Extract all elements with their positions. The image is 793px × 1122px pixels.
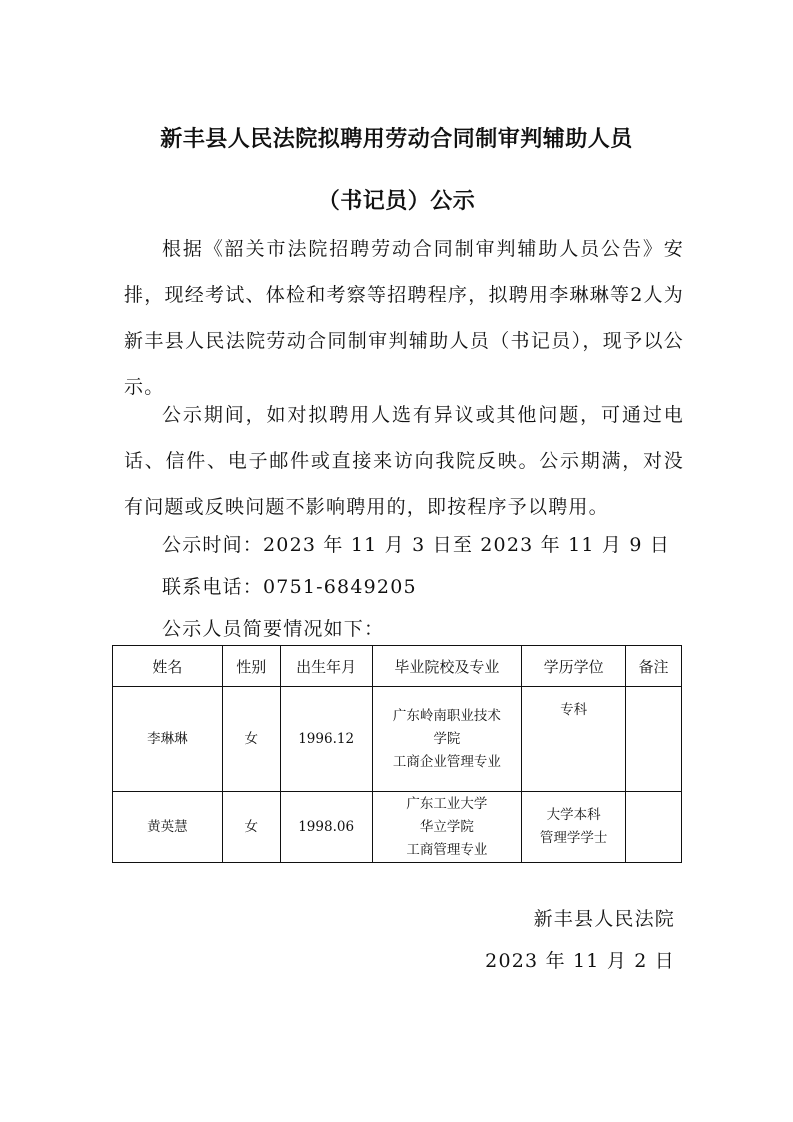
cell-birth: 1998.06 bbox=[280, 792, 372, 863]
signature-date: 2023 年 11 月 2 日 bbox=[485, 950, 675, 972]
publicity-period: 公示时间：2023 年 11 月 3 日至 2023 年 11 月 9 日 bbox=[162, 534, 671, 556]
school-line: 学院 bbox=[433, 730, 461, 747]
header-degree: 学历学位 bbox=[522, 646, 626, 687]
body-paragraph-2: 公示期间，如对拟聘用人选有异议或其他问题，可通过电话、信件、电子邮件或直接来访向我院反映。公示期满，对没有问题或反映问题不影响聘用的，即按程序予以聘用。 bbox=[124, 404, 684, 518]
cell-name: 李琳琳 bbox=[113, 687, 223, 792]
cell-gender: 女 bbox=[222, 792, 280, 863]
degree-line: 专科 bbox=[560, 702, 588, 718]
school-line: 工商管理专业 bbox=[406, 841, 488, 858]
cell-school bbox=[372, 687, 522, 792]
school-line: 华立学院 bbox=[419, 818, 474, 835]
table-header-row bbox=[113, 646, 682, 687]
cell-name: 黄英慧 bbox=[113, 792, 223, 863]
header-note: 备注 bbox=[626, 646, 682, 687]
header-birth: 出生年月 bbox=[280, 646, 372, 687]
school-line: 工商企业管理专业 bbox=[392, 753, 501, 770]
cell-note bbox=[626, 687, 682, 792]
cell-degree bbox=[522, 687, 626, 792]
table-row bbox=[113, 792, 682, 863]
cell-school bbox=[372, 792, 522, 863]
cell-birth: 1996.12 bbox=[280, 687, 372, 792]
page-title-line2: （书记员）公示 bbox=[317, 189, 476, 214]
body-paragraph-1: 根据《韶关市法院招聘劳动合同制审判辅助人员公告》安排，现经考试、体检和考察等招聘程序，拟聘用李琳琳等2人为新丰县人民法院劳动合同制审判辅助人员（书记员），现予以公示。 bbox=[124, 238, 684, 398]
signature-org: 新丰县人民法院 bbox=[533, 908, 675, 930]
page-title-line1: 新丰县人民法院拟聘用劳动合同制审判辅助人员 bbox=[160, 127, 633, 152]
cell-note bbox=[626, 792, 682, 863]
header-name: 姓名 bbox=[113, 646, 223, 687]
school-line: 广东岭南职业技术 bbox=[392, 707, 501, 724]
table-intro: 公示人员简要情况如下： bbox=[162, 618, 385, 640]
school-line: 广东工业大学 bbox=[406, 795, 488, 812]
candidates-table bbox=[112, 645, 682, 863]
table-row bbox=[113, 687, 682, 792]
cell-gender: 女 bbox=[222, 687, 280, 792]
cell-degree bbox=[522, 792, 626, 863]
contact-phone: 联系电话：0751-6849205 bbox=[162, 576, 417, 598]
header-school: 毕业院校及专业 bbox=[372, 646, 522, 687]
degree-line: 大学本科 bbox=[546, 807, 601, 823]
degree-line: 管理学学士 bbox=[539, 830, 608, 846]
header-gender: 性别 bbox=[222, 646, 280, 687]
